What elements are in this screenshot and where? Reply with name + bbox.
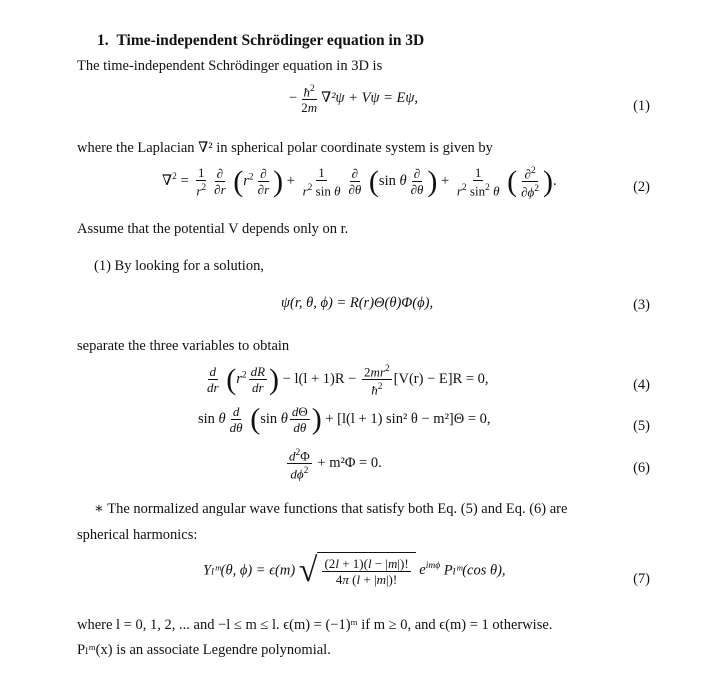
harmonics-text-2: spherical harmonics: [77,527,198,543]
eq6-tail: + m²Φ = 0. [317,455,382,472]
equation-5: sin θ $\frac{d}{d\theta}$ (sin θ $\frac{d\Theta}{d\theta}$ ) + [l(l + 1) sin² θ − m²]Θ = 0, [198,402,491,436]
harmonics-text-1: ∗ The normalized angular wave functions that satisfy both Eq. (5) and Eq. (6) are [94,501,568,517]
assume-text: Assume that the potential V depends only on r. [77,221,349,237]
equation-3: ψ(r, θ, ϕ) = R(r)Θ(θ)Φ(ϕ), [281,295,434,311]
eq7-tail: Pₗᵐ(cos θ), [443,562,506,579]
section-title: Time-independent Schrödinger equation in 3D [116,32,425,49]
section-number: 1. [97,32,109,49]
eq4-tail: [V(r) − E]R = 0, [393,371,489,388]
eq3-number: (3) [633,297,650,313]
equation-4: $\frac{d}{dr}$ ($r^2$ $\frac{dR}{dr}$ ) − l(l + 1)R − $\frac{2mr^2}{ħ^2}$ [V(r) − E]R = 0, [207,362,489,398]
where-text-1: where l = 0, 1, 2, ... and −l ≤ m ≤ l. ϵ(m) = (−1)ᵐ if m ≥ 0, and ϵ(m) = 1 otherwise. [77,617,553,633]
hbar-fraction: $\frac{ħ^2}{2m}$ [301,84,318,116]
equation-6: $\frac{d^2\Phi}{d\phi^2}$ + m²Φ = 0. [289,448,382,482]
eq1-tail: ∇²ψ + Vψ = Eψ, [321,89,418,106]
eq4-number: (4) [633,377,650,393]
eq1-number: (1) [633,98,650,114]
sqrt-term: √ $\frac{(2l + 1)(l - |m|)!}{4\pi (l + |m|)!}$ [299,552,416,590]
eq2-number: (2) [633,179,650,195]
eq7-number: (7) [633,571,650,587]
section-heading [97,32,424,50]
part1-text: (1) By looking for a solution, [94,258,264,274]
equation-7: Yₗᵐ(θ, ϕ) = ϵ(m) √ $\frac{(2l + 1)(l - |m|)!}{4\pi (l + |m|)!}$ $e^{im\phi}$ Pₗᵐ(cos θ), [203,552,506,589]
eq6-number: (6) [633,460,650,476]
where-text-2: Pₗᵐ(x) is an associate Legendre polynomial. [77,642,331,658]
intro-text: The time-independent Schrödinger equation in 3D is [77,58,383,74]
eq5-number: (5) [633,418,650,434]
eq7-lhs: Yₗᵐ(θ, ϕ) = ϵ(m) [203,562,296,579]
eq4-mid: − l(l + 1)R − [282,371,357,388]
equation-2: ∇$^2$ = $\frac{1}{r^2}$ $\frac{\partial}{\partial r}$ ($r^2$ $\frac{\partial}{\partial r}$ ) + $\frac{1}{r^2 \sin \theta}$ $\frac{\partial}{\partial\theta}$ (sin θ $\frac{\partial}{\partial\theta}$ ) + $\frac{1}{r^2 \sin^2 \theta}$ ( $\frac{\partial^2}{\partial\phi^2}$ ). [162,164,557,200]
separate-text: separate the three variables to obtain [77,338,290,354]
equation-1: − $\frac{ħ^2}{2m}$ ∇²ψ + Vψ = Eψ, [289,84,418,116]
eq5-tail: + [l(l + 1) sin² θ − m²]Θ = 0, [325,410,491,427]
laplacian-text: where the Laplacian ∇² in spherical polar coordinate system is given by [77,140,493,156]
